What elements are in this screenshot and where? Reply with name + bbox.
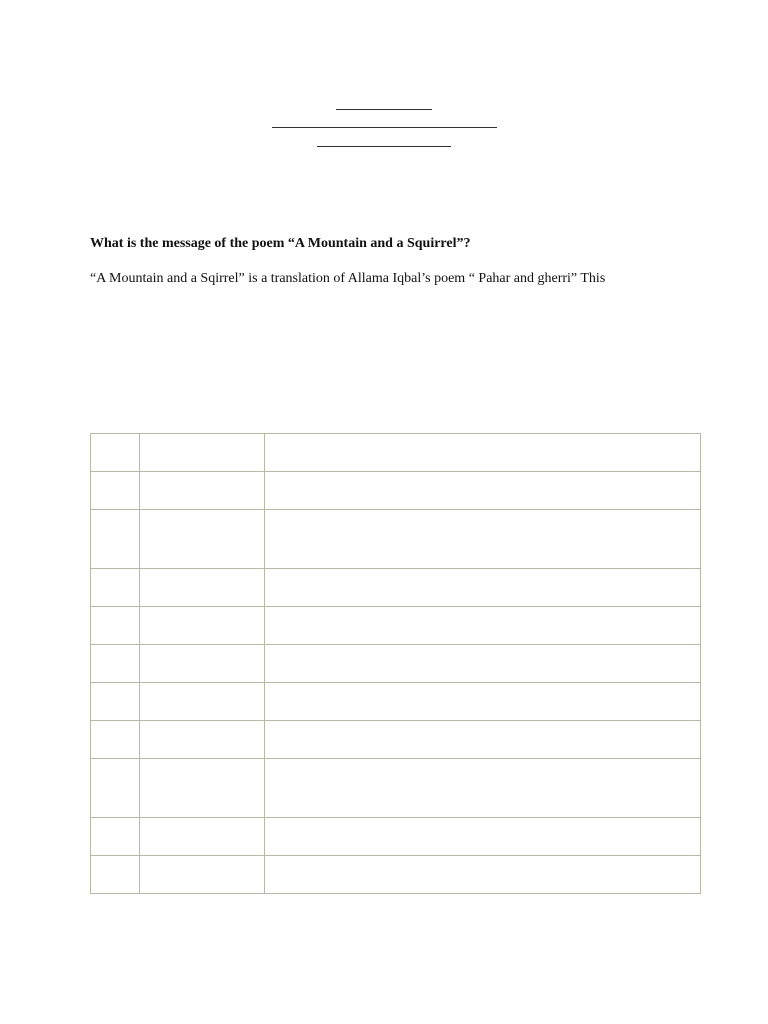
table-cell [91,510,140,569]
table-cell [91,645,140,683]
table-cell [265,510,701,569]
table-row [91,645,701,683]
answer-text: “A Mountain and a Sqirrel” is a translation of Allama Iqbal’s poem “ Pahar and gherri” This [90,271,606,286]
title-underline-1 [336,109,432,110]
table-cell [265,434,701,472]
table-row [91,759,701,818]
table-row [91,683,701,721]
table-cell [140,856,265,894]
title-underline-3 [317,146,451,147]
table-cell [265,759,701,818]
table-cell [91,856,140,894]
question-heading: What is the message of the poem “A Mountain and a Squirrel”? [90,236,471,251]
table-cell [140,607,265,645]
table-row [91,434,701,472]
table-cell [265,721,701,759]
table-row [91,472,701,510]
title-underline-2 [272,127,497,128]
table-row [91,510,701,569]
table-cell [91,683,140,721]
table-cell [140,721,265,759]
table-cell [91,759,140,818]
table-row [91,569,701,607]
table-cell [91,721,140,759]
table-cell [140,510,265,569]
table-cell [140,434,265,472]
table-cell [91,434,140,472]
table-cell [91,569,140,607]
table-cell [140,472,265,510]
table-cell [265,645,701,683]
table-row [91,818,701,856]
table-cell [140,818,265,856]
table-cell [91,607,140,645]
table-cell [265,569,701,607]
table-row [91,856,701,894]
table-cell [265,856,701,894]
table-cell [265,818,701,856]
table-cell [140,683,265,721]
table-cell [265,472,701,510]
table-cell [265,607,701,645]
table-cell [265,683,701,721]
table-row [91,607,701,645]
table-cell [140,569,265,607]
table-cell [91,472,140,510]
table-cell [140,759,265,818]
table-row [91,721,701,759]
empty-table [90,433,701,894]
table-cell [91,818,140,856]
table-cell [140,645,265,683]
